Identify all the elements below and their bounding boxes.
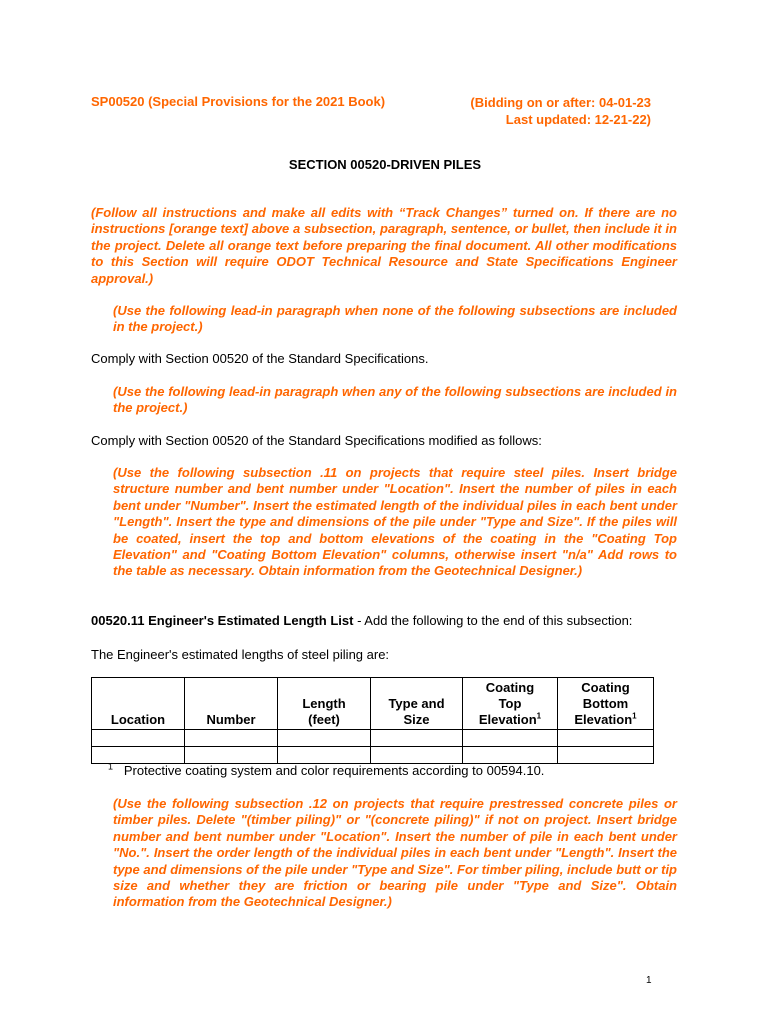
instruction-subsection-12: (Use the following subsection .12 on projects that require prestressed concrete piles or timber piles. Delete "(timber piling)" or "(concrete piling)" if not on project. Insert bridge number and bent number under "Location". Insert the number of pile in each bent under "No.". Insert the order length of the individual piles in each bent under "Length". Insert the type and dimensions of the pile under "Type and Size". For timber piling, include butt or tip size and whether they are friction or bearing pile under "Type and Size". Obtain information from the Geotechnical Designer.) xyxy=(113,796,677,910)
comply-plain-paragraph: Comply with Section 00520 of the Standard Specifications. xyxy=(91,351,429,366)
estimated-length-table xyxy=(91,677,654,764)
table-cell[interactable] xyxy=(278,747,371,764)
instruction-leadin-any: (Use the following lead-in paragraph when any of the following subsections are included in the project.) xyxy=(113,384,677,416)
table-row xyxy=(92,747,654,764)
instruction-subsection-11: (Use the following subsection .11 on projects that require steel piles. Insert bridge structure number and bent number under "Location". Insert the number of piles in each bent under "Number". Insert the estimated length of the individual piles in each bent under "Length". Insert the type and dimensions of the pile under "Type and Size". If the piles will be coated, insert the top and bottom elevations of the coating in the "Coating Top Elevation" and "Coating Bottom Elevation" columns, otherwise insert "n/a" Add rows to the table as necessary. Obtain information from the Geotechnical Designer.) xyxy=(113,465,677,579)
table-cell[interactable] xyxy=(558,747,654,764)
table-cell[interactable] xyxy=(558,730,654,747)
page-number: 1 xyxy=(646,975,652,986)
table-cell[interactable] xyxy=(92,747,185,764)
header-coating-bottom-elevation: Coating Bottom Elevation$^1$ xyxy=(558,678,654,730)
instruction-leadin-none: (Use the following lead-in paragraph when none of the following subsections are included in the project.) xyxy=(113,303,677,335)
section-title: SECTION 00520-DRIVEN PILES xyxy=(288,157,482,172)
header-bidding-date: (Bidding on or after: 04-01-23 xyxy=(470,95,651,110)
header-length: Length (feet) xyxy=(278,678,371,730)
comply-modified-paragraph: Comply with Section 00520 of the Standard Specifications modified as follows: xyxy=(91,433,542,448)
header-right xyxy=(470,94,651,128)
footnote-text: Protective coating system and color requirements according to 00594.10. xyxy=(123,763,545,778)
instruction-general: (Follow all instructions and make all edits with “Track Changes” turned on. If there are no instructions [orange text] above a subsection, paragraph, sentence, or bullet, then include it in the project. Delete all orange text before preparing the final document. All other modifications to this Section will require ODOT Technical Resource and State Specifications Engineer approval.) xyxy=(91,205,677,286)
table-cell[interactable] xyxy=(371,730,463,747)
table-cell[interactable] xyxy=(278,730,371,747)
table-footnote xyxy=(108,763,544,779)
table-header-row xyxy=(92,678,654,730)
table-cell[interactable] xyxy=(371,747,463,764)
subsection-11-heading xyxy=(91,613,632,629)
table-cell[interactable] xyxy=(463,747,558,764)
header-type-and-size: Type and Size xyxy=(371,678,463,730)
header-number: Number xyxy=(185,678,278,730)
footnote-mark: 1 xyxy=(108,761,114,772)
header-left: SP00520 (Special Provisions for the 2021 Book) xyxy=(91,94,386,109)
table-row xyxy=(92,730,654,747)
table-cell[interactable] xyxy=(92,730,185,747)
table-cell[interactable] xyxy=(463,730,558,747)
estimated-intro-paragraph: The Engineer's estimated lengths of steel piling are: xyxy=(91,647,390,662)
table-cell[interactable] xyxy=(185,747,278,764)
subsection-11-instruction: - Add the following to the end of this subsection: xyxy=(353,613,633,628)
header-coating-top-elevation: Coating Top Elevation$^1$ xyxy=(463,678,558,730)
header-last-updated: Last updated: 12-21-22) xyxy=(505,112,651,127)
header-location: Location xyxy=(92,678,185,730)
subsection-11-title: 00520.11 Engineer's Estimated Length List xyxy=(91,613,354,628)
table-cell[interactable] xyxy=(185,730,278,747)
